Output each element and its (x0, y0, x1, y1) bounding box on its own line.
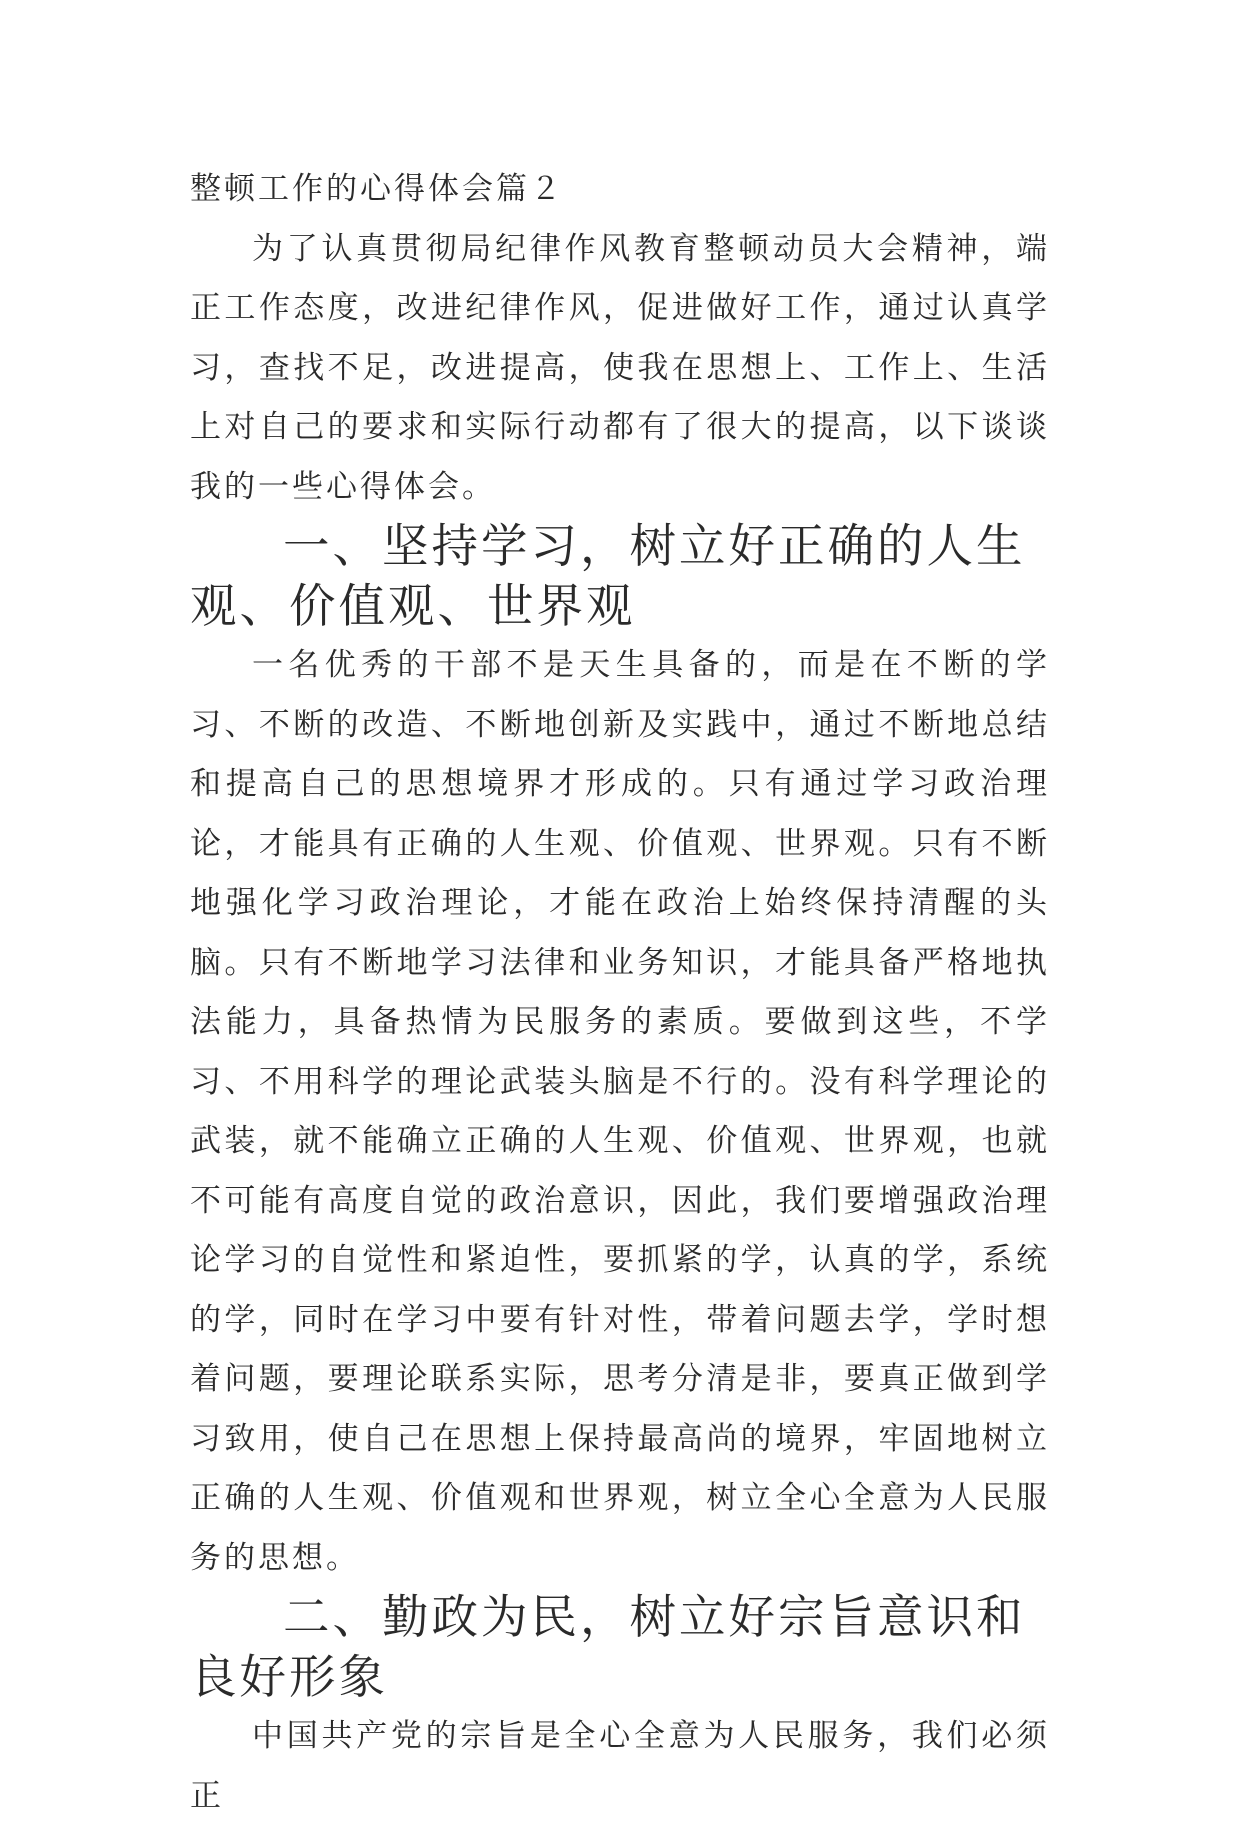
section-heading-2: 二、勤政为民，树立好宗旨意识和良好形象 (190, 1590, 1026, 1704)
document-body (190, 160, 1050, 1826)
paragraph-section-2: 中国共产党的宗旨是全心全意为人民服务，我们必须正 (190, 1718, 1050, 1814)
document-title: 整顿工作的心得体会篇２ (190, 171, 564, 207)
paragraph-section-1: 一名优秀的干部不是天生具备的，而是在不断的学习、不断的改造、不断地创新及实践中，通过不断地总结和提高自己的思想境界才形成的。只有通过学习政治理论，才能具有正确的人生观、价值观、世界观。只有不断地强化学习政治理论，才能在政治上始终保持清醒的头脑。只有不断地学习法律和业务知识，才能具备严格地执法能力，具备热情为民服务的素质。要做到这些，不学习、不用科学的理论武装头脑是不行的。没有科学理论的武装，就不能确立正确的人生观、价值观、世界观，也就不可能有高度自觉的政治意识，因此，我们要增强政治理论学习的自觉性和紧迫性，要抓紧的学，认真的学，系统的学，同时在学习中要有针对性，带着问题去学，学时想着问题，要理论联系实际，思考分清是非，要真正做到学习致用，使自己在思想上保持最高尚的境界，牢固地树立正确的人生观、价值观和世界观，树立全心全意为人民服务的思想。 (190, 647, 1050, 1576)
section-heading-1: 一、坚持学习，树立好正确的人生观、价值观、世界观 (190, 519, 1026, 633)
paragraph-intro: 为了认真贯彻局纪律作风教育整顿动员大会精神，端正工作态度，改进纪律作风，促进做好工作，通过认真学习，查找不足，改进提高，使我在思想上、工作上、生活上对自己的要求和实际行动都有了很大的提高，以下谈谈我的一些心得体会。 (190, 230, 1050, 505)
